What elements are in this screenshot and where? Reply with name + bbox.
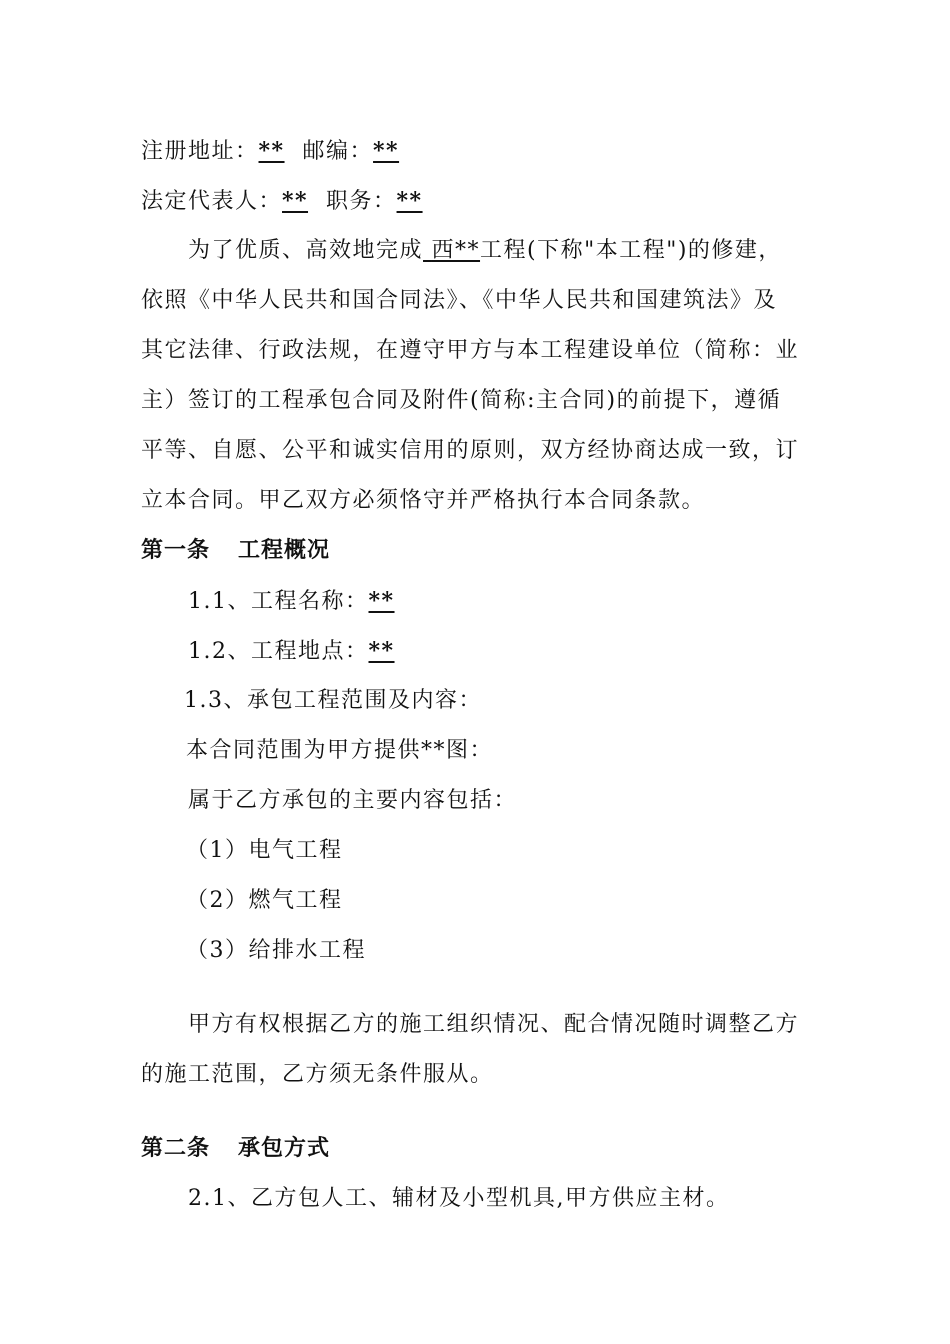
- legal-rep-line: [141, 184, 423, 218]
- adjust-line-2: 的施工范围，乙方须无条件服从。: [141, 1062, 494, 1087]
- article-2-title: 承包方式: [238, 1136, 331, 1161]
- preamble-line-5: 平等、自愿、公平和诚实信用的原则，双方经协商达成一致，订: [141, 438, 800, 463]
- address-label: 注册地址：: [141, 139, 259, 164]
- position-value: **: [396, 188, 423, 214]
- preamble-text-b: 工程(下称"本工程")的修建，: [480, 238, 782, 263]
- postcode-value: **: [373, 138, 400, 164]
- project-location-value: **: [368, 638, 395, 664]
- preamble-line-1: [188, 234, 782, 268]
- preamble-text-a: 为了优质、高效地完成: [188, 238, 424, 263]
- position-label: 职务：: [326, 189, 397, 214]
- project-name: [423, 238, 480, 263]
- project-name-value: **: [368, 588, 395, 614]
- postcode-label: 邮编：: [302, 139, 374, 164]
- address-value: **: [258, 138, 285, 164]
- preamble-line-3: 其它法律、行政法规，在遵守甲方与本工程建设单位（简称：业: [141, 338, 800, 363]
- project-name-text: 西**: [431, 238, 481, 263]
- work-item-electrical: （1）电气工程: [186, 838, 343, 863]
- legal-rep-value: **: [282, 188, 309, 214]
- contract-mode-item: 2.1、乙方包人工、辅材及小型机具,甲方供应主材。: [188, 1186, 730, 1211]
- article-2-heading: [141, 1132, 330, 1166]
- preamble-line-4: 主）签订的工程承包合同及附件(简称:主合同)的前提下，遵循: [141, 388, 782, 413]
- article-2-number: 第二条: [141, 1136, 211, 1161]
- preamble-line-2: 依照《中华人民共和国合同法》、《中华人民共和国建筑法》及: [141, 288, 778, 313]
- address-line: [141, 134, 399, 168]
- project-location-label: 1.2、工程地点：: [188, 639, 369, 664]
- project-name-label: 1.1、工程名称：: [188, 589, 369, 614]
- article-1-number: 第一条: [141, 538, 211, 563]
- work-item-water: （3）给排水工程: [186, 938, 366, 963]
- project-location-item: [188, 634, 395, 668]
- main-content-text: 属于乙方承包的主要内容包括：: [188, 788, 518, 813]
- scope-text: 本合同范围为甲方提供**图：: [186, 738, 494, 763]
- legal-rep-label: 法定代表人：: [141, 189, 283, 214]
- adjust-line-1: 甲方有权根据乙方的施工组织情况、配合情况随时调整乙方: [188, 1012, 800, 1037]
- preamble-line-6: 立本合同。甲乙双方必须恪守并严格执行本合同条款。: [141, 488, 706, 513]
- work-item-gas: （2）燃气工程: [186, 888, 343, 913]
- scope-item: 1.3、承包工程范围及内容：: [184, 688, 482, 713]
- article-1-heading: [141, 534, 330, 568]
- article-1-title: 工程概况: [238, 538, 331, 563]
- project-name-item: [188, 584, 395, 618]
